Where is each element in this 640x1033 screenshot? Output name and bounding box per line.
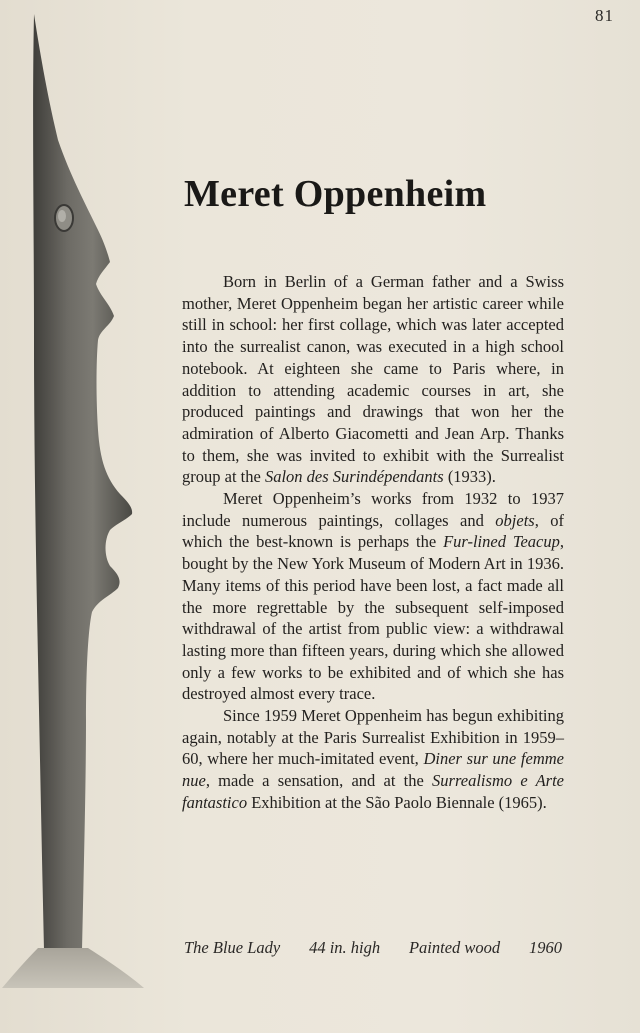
- caption-title: The Blue Lady: [184, 938, 281, 957]
- body-text: [182, 271, 564, 814]
- paragraph-2: Meret Oppenheim’s works from 1932 to 1937 include numerous paintings, collages and objets, of which the best-known is perhaps the Fur-lined Teacup, bought by the New York Museum of Modern Art in 1936. Many items of this period have been lost, a fact made all the more regrettable by the subsequent self-imposed withdrawal of the artist from public view: a withdrawal lasting more than fifteen years, during which she allowed only a few works to be exhibited and of which she has destroyed almost every trace.: [182, 489, 565, 704]
- image-caption: [184, 938, 562, 958]
- paragraph-1: Born in Berlin of a German father and a Swiss mother, Meret Oppenheim began her artistic career while still in school: her first collage, which was later accepted into the surrealist canon, was executed in a high school notebook. At eighteen she came to Paris where, in addition to attending academic courses in art, she produced paintings and drawings that won her the admiration of Alberto Giacometti and Jean Arp. Thanks to them, she was invited to exhibit with the Surrealist group at the Salon des Surindépendants (1933).: [182, 272, 564, 487]
- sculpture-body: [33, 14, 132, 950]
- page-title: Meret Oppenheim: [184, 173, 487, 215]
- sculpture-base: [2, 948, 144, 988]
- caption-year: 1960: [528, 938, 562, 957]
- sculpture-image: [0, 0, 160, 1000]
- caption-size: 44 in. high: [309, 938, 381, 957]
- page-number: 81: [595, 6, 614, 25]
- paragraph-3: Since 1959 Meret Oppenheim has begun exhibiting again, notably at the Paris Surrealist Exhibition in 1959–60, where her much-imitated event, Diner sur une femme nue, made a sensation, and at the Surrealismo e Arte fantastico Exhibition at the São Paolo Biennale (1965).: [182, 706, 564, 812]
- caption-medium: Painted wood: [408, 938, 501, 957]
